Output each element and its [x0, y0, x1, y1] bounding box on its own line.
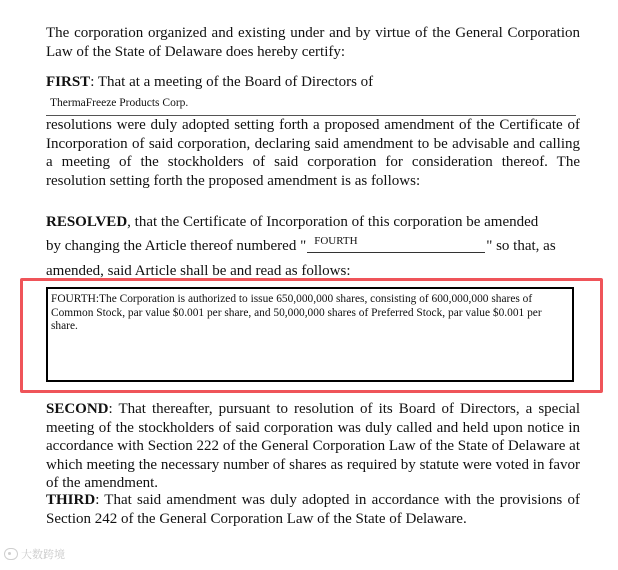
first-label: FIRST: [46, 74, 91, 90]
second-label: SECOND: [46, 401, 109, 417]
intro-paragraph: The corporation organized and existing under and by virtue of the General Corporation Law of the State of Delaware does hereby certify:: [46, 25, 580, 60]
first-continuation: resolutions were duly adopted setting forth a proposed amendment of the Certificate of Incorporation of said corporation, declaring said amendment to be advisable and calling a meeting of the stockholders of said corporation for consideration thereof. The resolution setting forth the proposed amendment is as follows:: [46, 117, 580, 189]
third-label: THIRD: [46, 492, 96, 508]
highlight-frame: [20, 278, 603, 393]
resolved-line-3: amended, said Article shall be and read as follows:: [46, 263, 351, 279]
resolved-text-2-before: by changing the Article thereof numbered ": [46, 238, 307, 254]
resolved-text-2-after: " so that, as: [486, 238, 556, 254]
resolved-text-1: , that the Certificate of Incorporation of this corporation be amended: [127, 214, 539, 230]
third-text: : That said amendment was duly adopted in accordance with the provisions of Section 242 of the General Corporation Law of the State of Delaware.: [46, 492, 580, 527]
article-number: FOURTH: [314, 235, 358, 247]
first-heading-line: [46, 73, 580, 92]
article-number-field: [307, 236, 485, 253]
third-paragraph: [46, 491, 580, 528]
amendment-text: FOURTH:The Corporation is authorized to issue 650,000,000 shares, consisting of 600,000,000 shares of Common Stock, par value $0.001 per share, and 50,000,000 shares of Preferred Stock, par value $0.001 per share.: [51, 293, 542, 333]
resolved-label: RESOLVED: [46, 214, 128, 230]
watermark-logo-icon: [4, 548, 18, 560]
resolved-line-2: [46, 236, 580, 256]
company-name: ThermaFreeze Products Corp.: [50, 97, 189, 109]
company-name-field: [46, 97, 576, 116]
first-text: : That at a meeting of the Board of Directors of: [90, 74, 374, 90]
watermark: [4, 546, 65, 562]
resolved-line-1: [46, 213, 580, 232]
second-paragraph: [46, 400, 580, 493]
watermark-text: 大数跨境: [21, 548, 65, 561]
second-text: : That thereafter, pursuant to resolution of its Board of Directors, a special meeting of the stockholders of said corporation was duly called and held upon notice in accordance with Section 222 of the General Corporation Law of the State of Delaware at which meeting the necessary number of shares as required by statute were voted in favor of the amendment.: [46, 401, 580, 491]
